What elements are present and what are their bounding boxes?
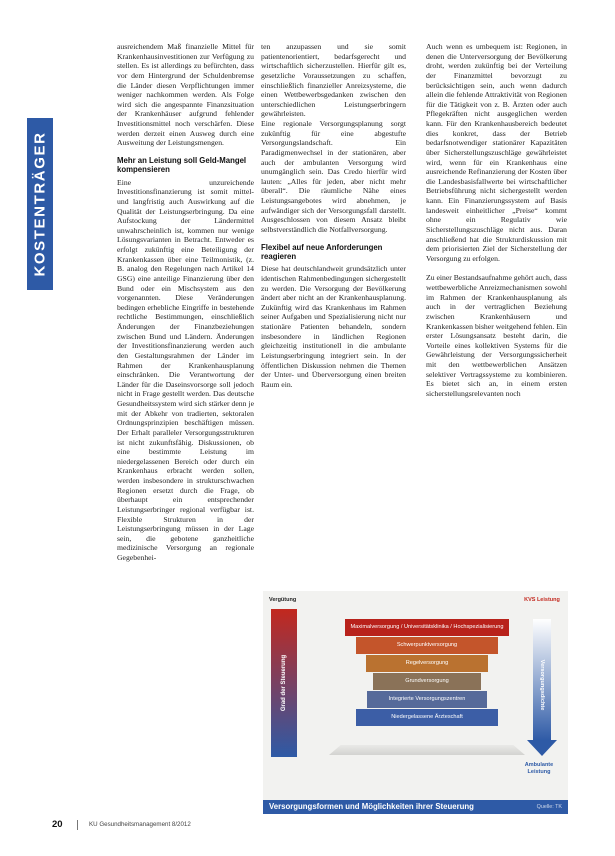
paragraph: Eine unzureichende Investitionsfinanzierung ist somit mittel- und langfristig auch Auswirkung auf die Qualität der Leistungserbringung. Da eine Aufstockung der Ländermittel unwahrscheinlich ist, kommen nur wenige Lösungsvarianten in Betracht. Entweder es erfolgt zukünftig eine Beteiligung der Krankenkassen über eine Teilmonistik, (z. B. analog den Regelungen nach Artikel 14 GSG) eine anteilige Finanzierung über den Bund oder ein Mischsystem aus den vorgenannten. Diese Veränderungen bedingen erhebliche Eingriffe in bestehende rechtliche Bestimmungen, einschließlich Änderungen der Finanzbeziehungen zwischen Bund und Ländern. Änderungen der Investitionsfinanzierung werden auch den Gestaltungsrahmen der Länder im Rahmen der Krankenhausplanung einschränken. Die Verantwortung der Länder für die Daseinsvorsorge soll jedoch nicht in Frage gestellt werden. Das deutsche Gesundheitssystem wird sich stärker denn je mit der Abkehr von tradierten, sektoralen Ordnungsprinzipien beschäftigen müssen. Der Erhalt paralleler Versorgungsstrukturen ist nicht zukunftsfähig. Diskussionen, ob eine bestimmte Leistung im niedergelassenen Bereich oder durch ein Krankenhaus erbracht werden sollen, werden insbesondere in strukturschwachen Regionen ersetzt durch die Frage, ob überhaupt ein entsprechender Leistungserbringer regional verfügbar ist. Flexible Strukturen in der Leistungserbringung müssen in der Lage sein, die gebotene ganzheitliche medizinische Versorgung an regionale Gegebenhei- [117, 177, 254, 563]
pyramid-base [329, 745, 525, 755]
care-layer: Maximalversorgung / Universitätsklinika / Hochspezialisierung [345, 619, 509, 636]
section-tab [27, 118, 53, 290]
figure-caption-bar [263, 800, 568, 814]
text-column-3 [426, 42, 567, 588]
section-label: KOSTENTRÄGER [31, 131, 49, 277]
footer-divider [77, 820, 78, 830]
steering-bar-label: Grad der Steuerung [281, 654, 287, 712]
section-heading: Flexibel auf neue Anforderungen reagieren [261, 242, 383, 261]
care-layer: Niedergelassene Ärzteschaft [356, 709, 498, 726]
care-structure-figure [263, 591, 568, 814]
paragraph: Auch wenn es umbequem ist: Regionen, in denen die Unterversorgung der Bevölkerung droht, werden zukünftig bei der Verteilung der Finanzmittel bevorzugt zu berücksichtigen sein, auch wenn dadurch allein die fehlende Attraktivität von Regionen für die Tätigkeit von z. B. Ärzten oder auch Pflegekräften nicht ausgeglichen werden kann. Für den Krankenhausbereich bedeutet dies konkret, dass der Betrieb bedarfsnotwendiger stationärer Kapazitäten über Sicherstellungszuschläge gewährleistet wird, wenn für ein Krankenhaus eine ausreichende Refinanzierung der Kosten über die Landesbasisfallwerte bei wirtschaftlicher Betriebsführung nicht sichergestellt werden kann. Ein Finanzierungssystem auf Basis landesweit einheitlicher „Preise“ kommt ohne ein Regulativ wie Sicherstellungszuschläge nicht aus. Daran anschließend hat die Strukturdiskussion mit dem priorisierten Ziel der Sicherstellung der Versorgung zu erfolgen. [426, 42, 567, 263]
paragraph: Eine regionale Versorgungsplanung sorgt zukünftig für eine abgestufte Versorgungslandschaft. Ein Paradigmenwechsel in der stationären, aber auch der ambulanten Versorgung wird unumgänglich sein. Das Credo hierfür wird lauten: „Alles für jeden, aber nicht mehr überall“. Die räumliche Nähe eines Leistungsangebotes wird abnehmen, je aufwändiger sich der Versorgungsfall darstellt. Ausgeschlossen von diesem Ansatz bleibt selbstverständlich die Notfallversorgung. [261, 119, 406, 234]
paragraph: ten anzupassen und sie somit patientenorientiert, bedarfsgerecht und wirtschaftlich sicherzustellen. Hierfür gilt es, gesetzliche Voraussetzungen zu schaffen, einschließlich finanzieller Anreizsysteme, die einen Wettbewerbsgedanken zwischen den unterschiedlichen Leistungserbringern gewährleisten. [261, 42, 406, 119]
figure-caption: Versorgungsformen und Möglichkeiten ihrer Steuerung [269, 802, 474, 811]
paragraph: Diese hat deutschlandweit grundsätzlich unter identischen Rahmenbedingungen sichergestellt zu werden. Die Versorgung der Bevölkerung ändert aber nicht an der Krankenhausplanung. Zukünftig wird das Krankenhaus im Rahmen seiner Aufgaben und Spezialisierung nicht nur stationäre Patienten behandeln, sondern insbesondere in ländlichen Regionen gleichzeitig institutionell in die ambulante Leistungserbringung integriert sein. In der öffentlichen Diskussion nehmen die Themen der Unter- und Überversorgung einen breiten Raum ein. [261, 264, 406, 389]
figure-right-top-label: KVS Leistung [524, 597, 560, 603]
figure-right-bottom-label: Ambulante Leistung [524, 762, 554, 775]
paragraph: ausreichendem Maß finanzielle Mittel für Krankenhausinvestitionen zur Verfügung zu stellen. Es ist allerdings zu befürchten, dass vor dem Hintergrund der Schuldenbremse die Länder diesen Verpflichtungen immer weniger nachkommen werden. Als Folge wird sich die angespannte Finanzsituation der Krankenhäuser aufgrund fehlender Investitionsmittel noch verschärfen. Diese werden derzeit einen Ausweg durch eine Ausweitung der Leistungsmengen. [117, 42, 254, 148]
page-number: 20 [52, 819, 63, 830]
section-heading: Mehr an Leistung soll Geld-Mangel kompensieren [117, 155, 247, 175]
figure-source: Quelle: TK [536, 804, 562, 810]
steering-gradient-bar [271, 609, 297, 757]
care-layer: Regelversorgung [366, 655, 488, 672]
text-column-1 [117, 42, 254, 828]
care-layer: Schwerpunktversorgung [356, 637, 498, 654]
care-layer: Integrierte Versorgungszentren [367, 691, 487, 708]
density-arrow-shaft [533, 619, 551, 741]
figure-left-label: Vergütung [269, 597, 297, 603]
care-layer: Grundversorgung [373, 673, 481, 690]
paragraph: Zu einer Bestandsaufnahme gehört auch, dass wettbewerbliche Anreizmechanismen sowohl im Rahmen der Krankenhausplanung als auch in der vertraglichen Beziehung zwischen Krankenhäusern und Krankenkassen bisher weitgehend fehlen. Ein erster Lösungsansatz besteht darin, die Vorteile eines kollektiven Systems für die Gewährleistung der Versorgungssicherheit mit den wettbewerblichen Ansätzen selektiver Vertragssysteme zu kombinieren. Es bietet sich an, in einem ersten sicherstellungsrelevanten noch [426, 273, 567, 398]
text-column-2 [261, 42, 406, 588]
journal-name: KU Gesundheitsmanagement 8/2012 [89, 821, 191, 828]
density-arrow-label: Versorgungsdichte [539, 659, 545, 711]
down-arrow-icon [527, 740, 557, 756]
